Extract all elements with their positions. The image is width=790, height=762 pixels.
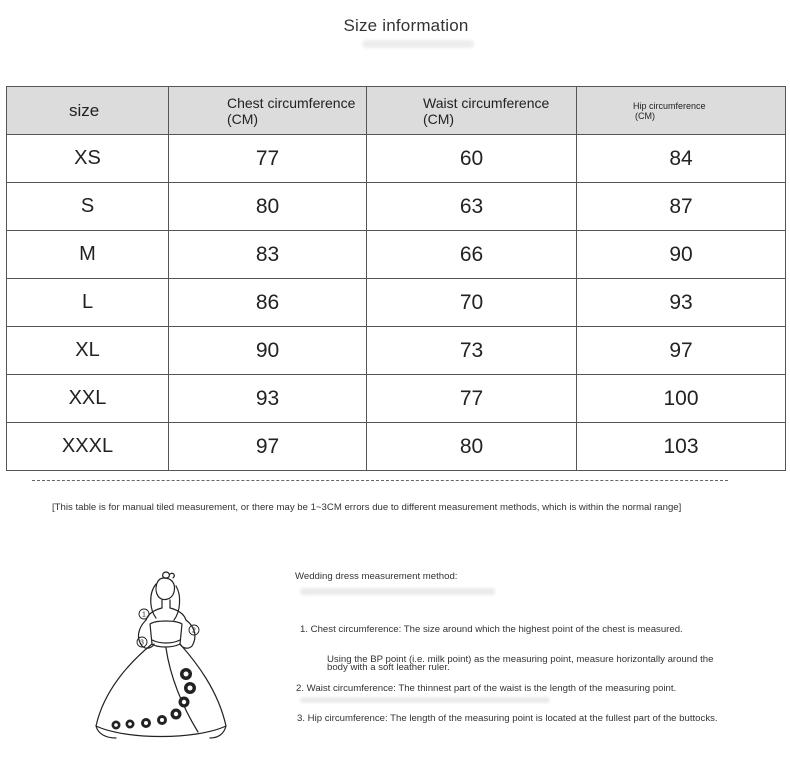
cell-size: S	[7, 183, 169, 231]
cell-chest: 86	[169, 279, 367, 327]
cell-hip: 87	[577, 183, 786, 231]
table-row	[7, 327, 786, 375]
cell-size: XXXL	[7, 423, 169, 471]
header-hip-label: Hip circumference	[633, 100, 706, 111]
cell-waist: 66	[367, 231, 577, 279]
cell-hip: 100	[577, 375, 786, 423]
waist-band	[152, 640, 180, 643]
marker-3-label: 3	[140, 639, 144, 647]
head-outline	[156, 578, 175, 599]
cell-chest: 80	[169, 183, 367, 231]
header-size: size	[7, 87, 169, 135]
method-item-1-detail-a: Using the BP point (i.e. milk point) as the measuring point, measure horizontally around the	[327, 654, 714, 665]
cell-waist: 63	[367, 183, 577, 231]
cell-waist: 73	[367, 327, 577, 375]
cell-waist: 60	[367, 135, 577, 183]
hair-flower-icon	[163, 572, 175, 578]
cell-hip: 84	[577, 135, 786, 183]
veil-outline	[151, 584, 180, 620]
size-table	[6, 86, 786, 471]
table-row	[7, 375, 786, 423]
cell-hip: 97	[577, 327, 786, 375]
cell-size: XXL	[7, 375, 169, 423]
cell-hip: 93	[577, 279, 786, 327]
method-item-1-detail-b: body with a soft leather ruler.	[327, 662, 450, 673]
table-header-row	[7, 87, 786, 135]
method-item-2: 2. Waist circumference: The thinnest part of the waist is the length of the measuring point.	[296, 683, 677, 694]
skirt-hem-right	[210, 726, 226, 738]
method-item-1: 1. Chest circumference: The size around which the highest point of the chest is measured.	[300, 624, 683, 635]
table-row	[7, 183, 786, 231]
measurement-note: [This table is for manual tiled measurement, or there may be 1~3CM errors due to different measurement methods, which is within the normal range]	[52, 502, 682, 513]
cell-chest: 90	[169, 327, 367, 375]
cell-waist: 80	[367, 423, 577, 471]
header-hip	[577, 87, 786, 135]
header-waist: Waist circumference (CM)	[367, 87, 577, 135]
cell-size: L	[7, 279, 169, 327]
marker-1-label: 1	[142, 611, 146, 619]
cell-hip: 103	[577, 423, 786, 471]
cell-chest: 97	[169, 423, 367, 471]
table-row	[7, 423, 786, 471]
method-watermark-2	[300, 697, 550, 703]
dashed-divider	[32, 480, 728, 481]
cell-chest: 77	[169, 135, 367, 183]
cell-chest: 93	[169, 375, 367, 423]
table-row	[7, 279, 786, 327]
method-heading: Wedding dress measurement method:	[295, 571, 458, 582]
cell-size: XS	[7, 135, 169, 183]
table-row	[7, 135, 786, 183]
cell-chest: 83	[169, 231, 367, 279]
cell-waist: 70	[367, 279, 577, 327]
method-watermark	[300, 588, 495, 595]
wedding-dress-illustration	[86, 566, 236, 751]
page-title: Size information	[343, 16, 469, 35]
cell-size: M	[7, 231, 169, 279]
header-hip-unit: (CM)	[635, 110, 655, 121]
method-item-3: 3. Hip circumference: The length of the measuring point is located at the fullest part of the buttocks.	[297, 713, 718, 724]
title-watermark	[362, 40, 474, 48]
table-row	[7, 231, 786, 279]
cell-size: XL	[7, 327, 169, 375]
cell-waist: 77	[367, 375, 577, 423]
header-chest: Chest circumference (CM)	[169, 87, 367, 135]
marker-2-label: 2	[192, 627, 196, 635]
cell-hip: 90	[577, 231, 786, 279]
